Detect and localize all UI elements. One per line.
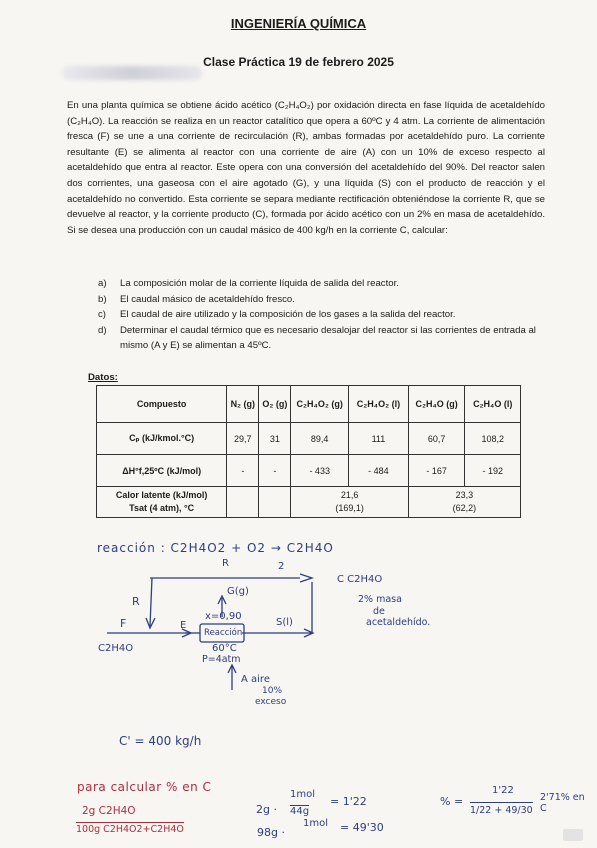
table-cell: 108,2 [465, 423, 521, 455]
list-item: d) Determinar el caudal térmico que es necesario desalojar del reactor si las corrientes de entrada al mismo (A y E) se alimentan a 45ºC. [98, 324, 536, 351]
stream-r-label: R [132, 595, 140, 608]
acetic-latent: 21,6 [340, 490, 359, 500]
calc-left: 100g C2H4O2+C2H4O [76, 824, 184, 835]
table-cell: 89,4 [291, 423, 349, 455]
table-cell: - 167 [408, 455, 465, 487]
stream-c-note: 2% masa [358, 594, 402, 605]
calc-left: 2g C2H4O [82, 805, 136, 817]
latent-label: Calor latente (kJ/mol) [115, 490, 208, 500]
list-item: b) El caudal másico de acetaldehído fresco. [98, 293, 295, 305]
air-label: A aire [241, 674, 270, 685]
table-header: Compuesto [97, 386, 227, 423]
list-item: a) La composición molar de la corriente líquida de salida del reactor. [98, 278, 399, 289]
calc-mid-num: 1mol [303, 818, 328, 829]
datos-label: Datos: [88, 372, 118, 383]
calc-mid-result: = 49'30 [340, 821, 384, 834]
calc-right-num: 1'22 [492, 785, 514, 796]
table-cell: 60,7 [408, 423, 465, 455]
stream-g-label: G(g) [227, 586, 249, 597]
table-header: C₂H₄O₂ (l) [349, 386, 409, 423]
table-cell: - [227, 455, 259, 487]
table-cell: - 192 [465, 455, 521, 487]
stream-f-label: F [120, 617, 127, 630]
production-note: C' = 400 kg/h [119, 734, 202, 748]
table-header: N₂ (g) [227, 386, 259, 423]
air-excess: exceso [255, 697, 287, 707]
calc-mid-num: 1mol [290, 789, 315, 800]
page-title: INGENIERÍA QUÍMICA [230, 16, 367, 31]
stream-s-label: S(l) [276, 617, 293, 628]
calc-right-den: 1/22 + 49/30 [470, 802, 533, 816]
table-cell: Cₚ (kJ/kmol.°C) [97, 423, 227, 455]
calc-mid-den: 44g [290, 806, 310, 817]
stream-c-note: acetaldehído. [366, 617, 431, 628]
tsat-label: Tsat (4 atm), °C [129, 503, 195, 513]
list-item: c) El caudal de aire utilizado y la composición de los gases a la salida del reactor. [98, 309, 456, 320]
table-header: C₂H₄O (l) [465, 386, 521, 423]
acetic-tsat: (169,1) [335, 503, 364, 513]
table-cell: - 484 [349, 455, 409, 487]
conversion-label: x=0,90 [205, 611, 242, 622]
table-cell: ΔH°f,25ºC (kJ/mol) [97, 455, 227, 487]
feed-compound: C2H4O [98, 643, 134, 654]
reactor-label: Reacción [204, 628, 243, 638]
calc-right-result: 2'71% en C [540, 792, 585, 814]
red-note: para calcular % en C [77, 780, 212, 794]
reactor-temp: 60°C [212, 643, 237, 654]
scanner-watermark [563, 829, 583, 841]
table-cell: 111 [349, 423, 409, 455]
table-header: C₂H₄O (g) [408, 386, 465, 423]
stream-c-label: C C2H4O [337, 574, 383, 585]
acetal-latent: 23,3 [455, 490, 474, 500]
problem-statement: En una planta química se obtiene ácido acético (C₂H₄O₂) por oxidación directa en fase líquida de acetaldehído (C₂H₄O). La reacción se realiza en un reactor catalítico que opera a 60ºC y 4 atm. La corriente de alimentación fresca (F) se une a una corriente de recirculación (R), ambas formadas por acetaldehído puro. La corriente resultante (E) se alimenta al reactor con una corriente de aire (A) con un 10% de exceso respecto al acetaldehído que entra al reactor. Este opera con una conversión del acetaldehído del 90%. Del reactor salen dos corrientes, una gaseosa con el aire agotado (G), y una líquida (S) con el producto de reacción y el acetaldehído no convertido. Esta corriente se separa mediante rectificación obteniéndose la corriente R, que se devuelve al reactor, y la corriente producto (C), formada por ácido acético con un 2% en masa de acetaldehído. Si se desea una producción con un caudal másico de 400 kg/h en la corriente C, calcular: [67, 100, 545, 236]
reaction-coeff-2: 2 [278, 561, 285, 572]
reactor-pressure: P=4atm [202, 654, 241, 665]
air-excess: 10% [262, 686, 283, 696]
acetal-tsat: (62,2) [452, 503, 477, 513]
reaction-coeff-r: R [222, 558, 229, 569]
table-header: C₂H₄O₂ (g) [291, 386, 349, 423]
table-cell: 29,7 [227, 423, 259, 455]
calc-right-pct: % = [440, 795, 464, 808]
stream-e-label: E [180, 620, 187, 631]
calc-mid-result: = 1'22 [330, 795, 367, 808]
table-cell: 31 [259, 423, 291, 455]
table-cell: - 433 [291, 455, 349, 487]
page-subtitle: Clase Práctica 19 de febrero 2025 [203, 55, 394, 69]
stream-c-note: de [373, 606, 385, 617]
table-header: O₂ (g) [259, 386, 291, 423]
calc-mid: 98g · [257, 826, 285, 839]
reaction-equation: reacción : C2H4O2 + O2 → C2H4O [97, 541, 334, 555]
calc-mid: 2g · [256, 803, 277, 816]
table-cell: - [259, 455, 291, 487]
